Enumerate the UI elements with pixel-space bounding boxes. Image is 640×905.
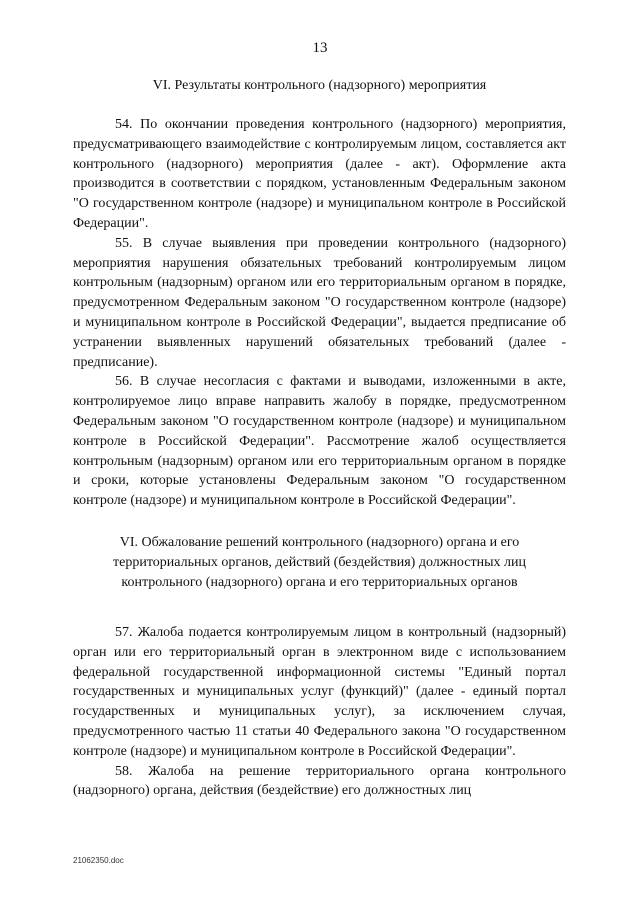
page-number: 13 bbox=[312, 40, 328, 56]
footer-filename: 21062350.doc bbox=[73, 856, 124, 865]
section-heading-results: VI. Результаты контрольного (надзорного) мероприятия bbox=[152, 78, 487, 93]
paragraph-57: 57. Жалоба подается контролируемым лицом в контрольный (надзорный) орган или его территориальный орган в электронном виде с использованием федеральной государственной информационной системы "Единый портал государственных и муниципальных услуг (функций)" (далее - единый портал государственных и муниципальных услуг), за исключением случая, предусмотренного частью 11 статьи 40 Федерального закона "О государственном контроле (надзоре) и муниципальном контроле в Российской Федерации". bbox=[73, 624, 566, 759]
section-heading-appeal bbox=[73, 533, 566, 593]
document-body bbox=[73, 76, 566, 801]
paragraph-56: 56. В случае несогласия с фактами и выводами, изложенными в акте, контролируемое лицо вправе направить жалобу в порядке, предусмотренном Федеральным законом "О государственном контроле (надзоре) и муниципальном контроле в Российской Федерации". Рассмотрение жалоб осуществляется контрольным (надзорным) органом или его территориальным органом в порядке и сроки, которые установлены Федеральным законом "О государственном контроле (надзоре) и муниципальном контроле в Российской Федерации". bbox=[73, 374, 566, 509]
section-heading-appeal-line: VI. Обжалование решений контрольного (надзорного) органа и его bbox=[119, 534, 520, 550]
paragraph-54: 54. По окончании проведения контрольного (надзорного) мероприятия, предусматривающего взаимодействие с контролируемым лицом, составляется акт контрольного (надзорного) мероприятия (далее - акт). Оформление акта производится в соответствии с порядком, установленным Федеральным законом "О государственном контроле (надзоре) и муниципальном контроле в Российской Федерации". bbox=[73, 117, 566, 231]
section-heading-appeal-line: контрольного (надзорного) органа и его территориальных органов bbox=[121, 574, 518, 590]
paragraph-55: 55. В случае выявления при проведении контрольного (надзорного) мероприятия нарушения обязательных требований контролируемым лицом контрольным (надзорным) органом или его территориальным органом в порядке, предусмотренном Федеральным законом "О государственном контроле (надзоре) и муниципальном контроле в Российской Федерации", выдается предписание об устранении выявленных нарушений обязательных требований (далее - предписание). bbox=[73, 235, 566, 370]
section-heading-appeal-line: территориальных органов, действий (бездействия) должностных лиц bbox=[113, 554, 526, 570]
paragraph-58: 58. Жалоба на решение территориального органа контрольного (надзорного) органа, действия (бездействие) его должностных лиц bbox=[73, 763, 566, 799]
